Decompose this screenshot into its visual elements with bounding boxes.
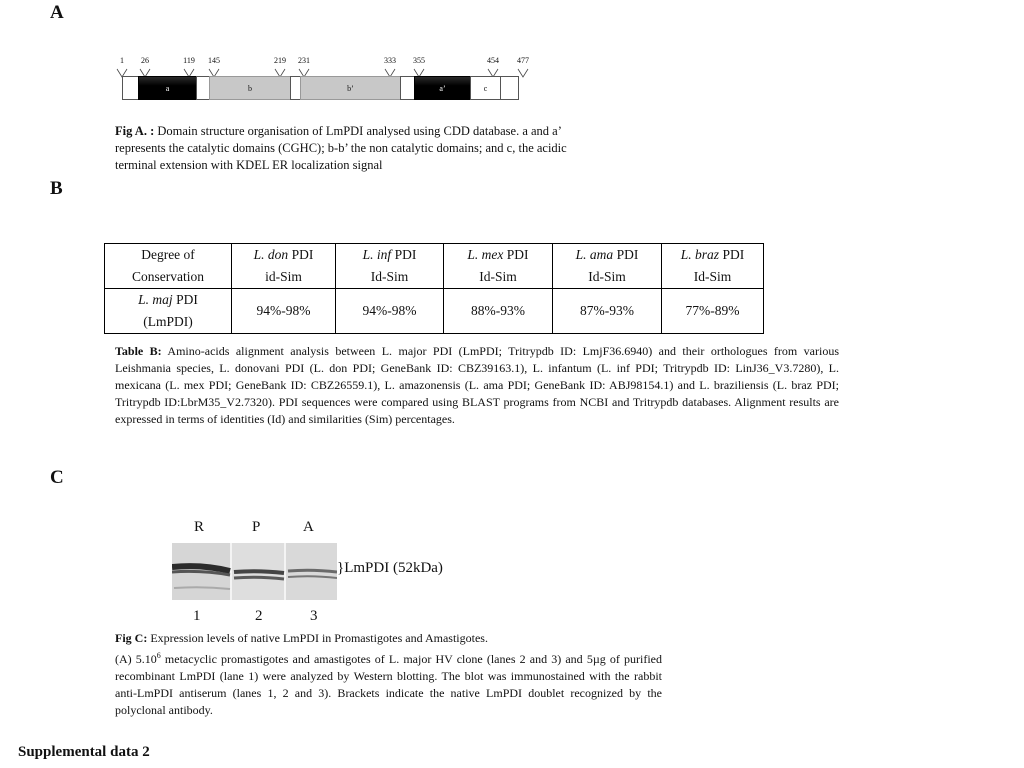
- domain-segment: [500, 76, 519, 100]
- residue-position-label: 477: [517, 56, 529, 65]
- panel-label-c: C: [50, 467, 64, 488]
- table-row: [105, 289, 764, 334]
- lane-number-2: 2: [255, 608, 263, 624]
- table-b-caption: [115, 343, 839, 428]
- domain-segment: [470, 76, 501, 100]
- lane-letter-a: A: [303, 519, 314, 535]
- panel-label-b: B: [50, 178, 63, 199]
- domain-segment: [300, 76, 401, 100]
- residue-position-label: 1: [120, 56, 124, 65]
- domain-segment-label: a: [165, 84, 170, 93]
- figure-a-caption-title: Fig A. :: [115, 124, 155, 138]
- figure-c-caption: [115, 630, 662, 719]
- residue-position-label: 333: [384, 56, 396, 65]
- header-col-4: L. braz PDI Id-Sim: [662, 244, 764, 289]
- row-header: L. maj PDI (LmPDI): [105, 289, 232, 334]
- domain-segment: [414, 76, 471, 100]
- lane-letter-r: R: [194, 519, 205, 535]
- panel-label-a: A: [50, 2, 64, 23]
- header-col-1: L. inf PDI Id-Sim: [336, 244, 444, 289]
- domain-segment-label: b’: [347, 84, 354, 93]
- header-col-0: L. don PDI id-Sim: [232, 244, 336, 289]
- domain-segment-label: c: [483, 84, 488, 93]
- domain-segment-label: b: [248, 84, 252, 93]
- residue-position-label: 26: [141, 56, 149, 65]
- header-conservation: [105, 244, 232, 289]
- lane-number-3: 3: [310, 608, 318, 624]
- residue-position-label: 219: [274, 56, 286, 65]
- table-b-caption-text: Amino-acids alignment analysis between L. major PDI (LmPDI; Tritrypdb ID: LmjF36.6940) and their orthologues from various Leishmania species, L. donovani PDI (L. don PDI; GeneBank ID: CBZ39163.1), L. infantum (L. inf PDI; Tritrypdb ID: LinJ36_V3.7280), L. mexicana (L. mex PDI; GeneBank ID: CBZ26559.1), L. amazonensis (L. ama PDI; GeneBank ID: ABJ98154.1) and L. braziliensis (L. braz PDI; Tritrypdb ID:LbrM35_V2.7320). PDI sequences were compared using BLAST programs from NCBI and Tritrypdb databases. Alignment results are expressed in terms of identities (Id) and similarities (Sim) percentages.: [115, 344, 839, 426]
- table-cell: 94%-98%: [336, 289, 444, 334]
- figure-c-caption-sup: 6: [156, 651, 161, 660]
- domain-segment-label: a’: [439, 84, 446, 93]
- band-label: }LmPDI (52kDa): [337, 560, 443, 576]
- residue-position-label: 231: [298, 56, 310, 65]
- figure-a-caption: [115, 123, 605, 174]
- header-col-2: L. mex PDI Id-Sim: [444, 244, 553, 289]
- residue-position-label: 355: [413, 56, 425, 65]
- table-b-caption-title: Table B:: [115, 344, 162, 358]
- header-line-1: Degree of: [141, 247, 195, 262]
- domain-segment: [196, 76, 210, 100]
- conservation-table: [104, 243, 764, 334]
- table-header-row: [105, 244, 764, 289]
- supplemental-footer: Supplemental data 2: [18, 744, 150, 760]
- table-cell: 87%-93%: [553, 289, 662, 334]
- domain-segment: [209, 76, 291, 100]
- figure-c-caption-pre: (A) 5.10: [115, 652, 157, 666]
- figure-c-caption-title: Fig C:: [115, 631, 148, 645]
- domain-segment: [138, 76, 197, 100]
- residue-position-label: 454: [487, 56, 499, 65]
- table-cell: 88%-93%: [444, 289, 553, 334]
- domain-structure-diagram: [112, 56, 532, 106]
- figure-a-caption-text: Domain structure organisation of LmPDI analysed using CDD database. a and a’ represents the catalytic domains (CGHC); b-b’ the non catalytic domains; and c, the acidic terminal extension with KDEL ER localization signal: [115, 124, 567, 172]
- table-cell: 94%-98%: [232, 289, 336, 334]
- western-blot-image: [172, 543, 337, 600]
- domain-segment: [400, 76, 415, 100]
- header-line-2: Conservation: [132, 269, 204, 284]
- domain-segment: [122, 76, 139, 100]
- lane-number-1: 1: [193, 608, 201, 624]
- header-col-3: L. ama PDI Id-Sim: [553, 244, 662, 289]
- table-cell: 77%-89%: [662, 289, 764, 334]
- lane-letter-p: P: [252, 519, 261, 535]
- figure-c-caption-rest: metacyclic promastigotes and amastigotes of L. major HV clone (lanes 2 and 3) and 5µg of purified recombinant LmPDI (lane 1) were analyzed by Western blotting. The blot was immunostained with the rabbit anti-LmPDI antiserum (lanes 1, 2 and 3). Brackets indicate the native LmPDI doublet recognized by the polyclonal antibody.: [115, 652, 662, 717]
- figure-c-caption-line1: Expression levels of native LmPDI in Promastigotes and Amastigotes.: [147, 631, 488, 645]
- residue-position-label: 145: [208, 56, 220, 65]
- residue-position-label: 119: [183, 56, 195, 65]
